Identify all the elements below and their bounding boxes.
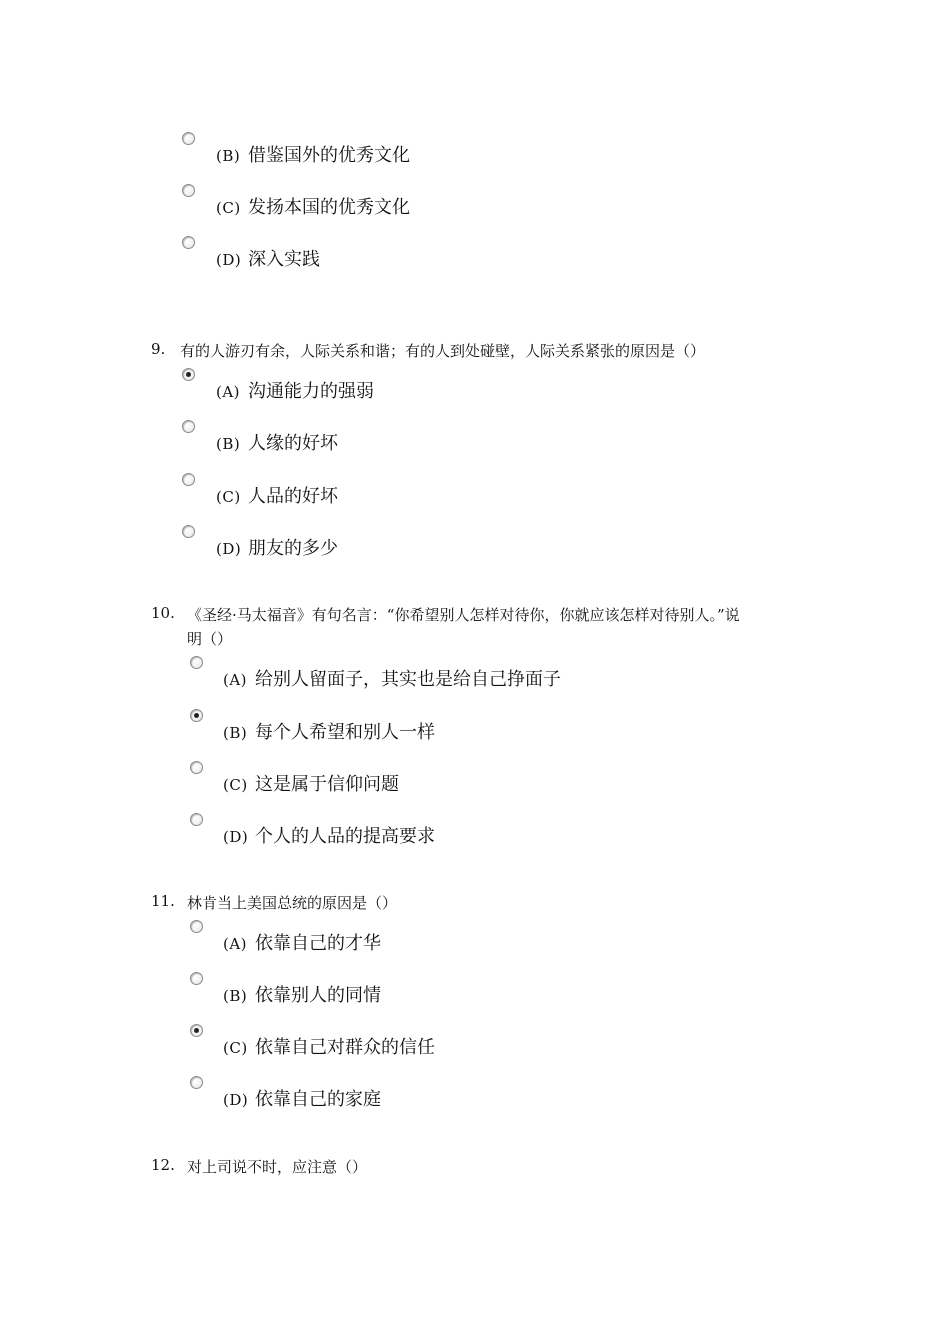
option-letter: (A): [223, 671, 248, 689]
option-text: 借鉴国外的优秀文化: [248, 145, 410, 166]
option-letter: (B): [223, 724, 248, 742]
option-letter: (C): [223, 1039, 248, 1057]
option-letter: (C): [216, 488, 241, 506]
option-letter: (B): [216, 435, 241, 453]
option-text: 依靠自己的家庭: [255, 1089, 381, 1110]
option-letter: (B): [216, 147, 241, 165]
option-text: 这是属于信仰问题: [255, 774, 399, 795]
option-text: 沟通能力的强弱: [248, 381, 374, 402]
option-text: 深入实践: [248, 249, 320, 270]
option-text: 人缘的好坏: [248, 433, 338, 454]
radio-q10-c[interactable]: [190, 761, 203, 774]
option-text: 人品的好坏: [248, 486, 338, 507]
option-letter: (A): [223, 935, 248, 953]
option-letter: (C): [223, 776, 248, 794]
radio-q10-b[interactable]: [190, 709, 203, 722]
radio-q11-a[interactable]: [190, 920, 203, 933]
radio-q9-c[interactable]: [182, 473, 195, 486]
option-text: 每个人希望和别人一样: [255, 722, 435, 743]
option-text: 发扬本国的优秀文化: [248, 197, 410, 218]
option-text: 给别人留面子，其实也是给自己挣面子: [255, 669, 561, 690]
question-text: 林肯当上美国总统的原因是（）: [187, 894, 398, 912]
radio-q10-a[interactable]: [190, 656, 203, 669]
option-text: 依靠别人的同情: [255, 985, 381, 1006]
option-text: 依靠自己对群众的信任: [255, 1037, 435, 1058]
radio-q8-d[interactable]: [182, 236, 195, 249]
option-letter: (D): [216, 251, 242, 269]
question-text: 有的人游刃有余，人际关系和谐；有的人到处碰壁，人际关系紧张的原因是（）: [180, 342, 706, 360]
question-number: 11.: [151, 892, 175, 910]
question-text-line-1: 《圣经·马太福音》有句名言：“你希望别人怎样对待你，你就应该怎样对待别人。”说: [187, 606, 740, 624]
option-letter: (A): [216, 383, 241, 401]
radio-q8-b[interactable]: [182, 132, 195, 145]
radio-q11-d[interactable]: [190, 1076, 203, 1089]
radio-q9-d[interactable]: [182, 525, 195, 538]
radio-q8-c[interactable]: [182, 184, 195, 197]
option-text: 朋友的多少: [248, 538, 338, 559]
radio-q11-c[interactable]: [190, 1024, 203, 1037]
question-text: 对上司说不时，应注意（）: [187, 1158, 368, 1176]
radio-q9-b[interactable]: [182, 420, 195, 433]
option-letter: (C): [216, 199, 241, 217]
question-number: 10.: [151, 604, 175, 622]
option-letter: (D): [216, 540, 242, 558]
option-letter: (D): [223, 1091, 249, 1109]
option-letter: (B): [223, 987, 248, 1005]
option-text: 个人的人品的提高要求: [255, 826, 435, 847]
question-text-line-2: 明（）: [187, 630, 233, 648]
question-number: 9.: [151, 340, 166, 358]
option-letter: (D): [223, 828, 249, 846]
question-number: 12.: [151, 1156, 175, 1174]
option-text: 依靠自己的才华: [255, 933, 381, 954]
radio-q10-d[interactable]: [190, 813, 203, 826]
radio-q9-a[interactable]: [182, 368, 195, 381]
radio-q11-b[interactable]: [190, 972, 203, 985]
